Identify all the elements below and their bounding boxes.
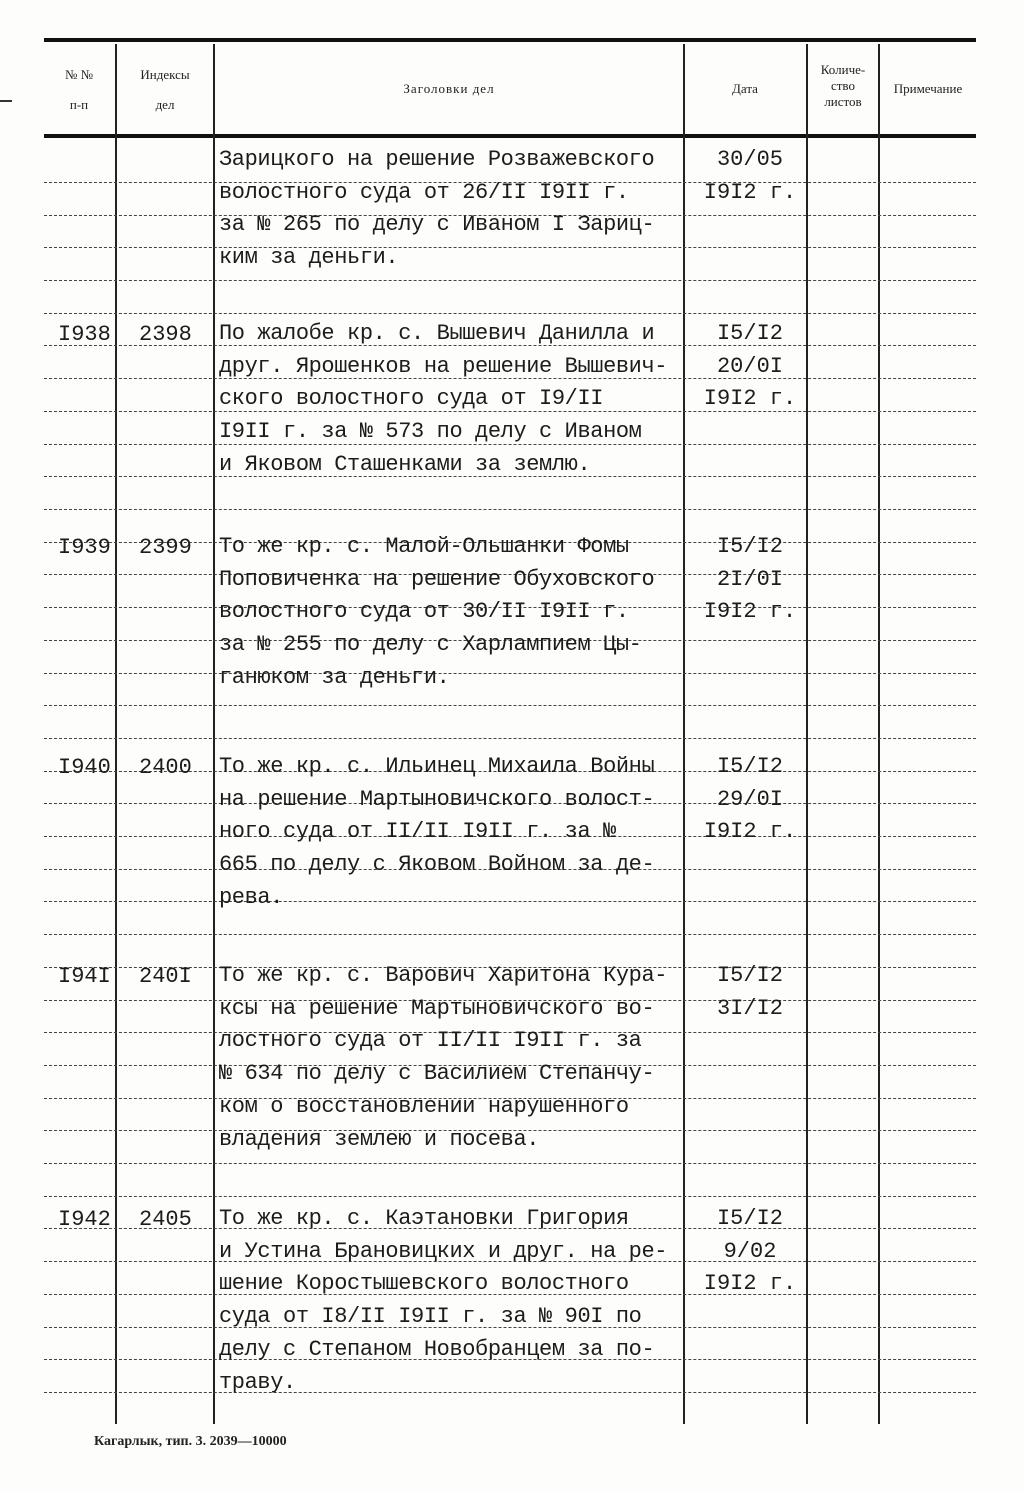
entry-date: I5/I2 (716, 963, 783, 988)
header-sheets-line2: ство (830, 78, 855, 93)
table-top-rule (44, 38, 976, 42)
entry-title-line: суда от I8/II I9II г. за № 90I по (219, 1304, 642, 1330)
column-divider (683, 44, 685, 1424)
entry-title-line: друг. Ярошенков на решение Вышевич- (219, 353, 668, 379)
printer-imprint: Кагарлык, тип. 3. 2039—10000 (94, 1434, 287, 1449)
entry-title-line: на решение Мартыновичского волост- (219, 786, 655, 812)
entry-date: I9I2 г. (703, 819, 797, 845)
entry-index: 240I (139, 964, 192, 989)
table-header-rule (44, 134, 976, 138)
header-index-label: Индексы (140, 67, 190, 82)
header-sheets (808, 62, 878, 110)
entry-title-line: за № 265 по делу с Иваном I Зариц- (219, 212, 655, 238)
entry-title-line: шение Коростышевского волостного (219, 1271, 629, 1297)
header-date: Дата (732, 81, 758, 96)
entry-title-line: траву. (219, 1369, 296, 1395)
entry-title-line: волостного суда от 26/II I9II г. (219, 179, 629, 205)
entry-index: 2399 (139, 535, 192, 560)
ruled-line (44, 247, 976, 248)
ruled-line (44, 313, 976, 314)
ruled-line (44, 1163, 976, 1164)
entry-title-line: ного суда от II/II I9II г. за № (219, 819, 616, 845)
header-note: Примечание (893, 81, 963, 96)
header-num (44, 66, 114, 114)
entry-title-line: делу с Степаном Новобранцем за по- (219, 1336, 655, 1362)
entry-title-line: Зарицкого на решение Розважевского (219, 147, 655, 172)
entry-title-line: То же кр. с. Каэтановки Григория (219, 1206, 629, 1231)
entry-date: I9I2 г. (703, 599, 797, 625)
entry-date: I5/I2 (716, 1206, 783, 1231)
header-sheets-line1: Количе- (820, 62, 866, 77)
entry-date: 2I/0I (716, 566, 783, 592)
entry-date: 30/05 (716, 147, 783, 172)
entry-index: 2400 (139, 755, 192, 780)
entry-index: 2405 (139, 1207, 192, 1232)
entry-title-line: за № 255 по делу с Харлампием Цы- (219, 632, 642, 658)
entry-date: 29/0I (716, 786, 783, 812)
entry-title-line: рева. (219, 884, 284, 910)
entry-number: I940 (58, 755, 111, 780)
entry-number: I942 (58, 1207, 111, 1232)
entry-date: 9/02 (723, 1238, 777, 1264)
ruled-line (44, 1196, 976, 1197)
header-index-sublabel: дел (155, 97, 175, 112)
entry-title-line: ким за деньги. (219, 245, 399, 271)
entry-number: I938 (58, 322, 111, 347)
entry-title-line: ского волостного суда от I9/II (219, 386, 604, 412)
entry-number: I939 (58, 535, 111, 560)
entry-title-line: 665 по делу с Яковом Войном за де- (219, 852, 655, 878)
ruled-line (44, 934, 976, 935)
entry-title-line: Поповиченка на решение Обуховского (219, 566, 655, 592)
ruled-line (44, 901, 976, 902)
entry-title-line: ком о восстановлении нарушенного (219, 1093, 629, 1119)
entry-title-line: лостного суда от II/II I9II г. за (219, 1028, 642, 1054)
entry-title-line: № 634 по делу с Василием Степанчу- (219, 1061, 655, 1087)
column-divider (115, 44, 117, 1424)
header-num-sublabel: п-п (69, 97, 89, 112)
ruled-line (44, 738, 976, 739)
entry-title-line: По жалобе кр. с. Вышевич Данилла и (219, 321, 655, 346)
header-index (118, 66, 212, 114)
entry-date: I5/I2 (716, 321, 783, 346)
ruled-line (44, 705, 976, 706)
ruled-line (44, 1392, 976, 1393)
header-num-label: № № (64, 67, 94, 82)
entry-date: I5/I2 (716, 534, 783, 559)
entry-title-line: и Яковом Сташенками за землю. (219, 451, 591, 477)
column-divider (878, 44, 880, 1424)
entry-date: I9I2 г. (703, 1271, 797, 1297)
entry-title-line: I9II г. за № 573 по делу с Иваном (219, 419, 642, 445)
entry-date: 3I/I2 (716, 995, 783, 1021)
entry-title-line: То же кр. с. Варович Харитона Кура- (219, 963, 668, 988)
entry-date: I5/I2 (716, 754, 783, 779)
ruled-line (44, 509, 976, 510)
entry-number: I94I (58, 964, 111, 989)
header-sheets-line3: листов (824, 94, 862, 109)
column-divider (213, 44, 215, 1424)
entry-index: 2398 (139, 322, 192, 347)
entry-title-line: ксы на решение Мартыновичского во- (219, 995, 655, 1021)
entry-date: I9I2 г. (703, 386, 797, 412)
entry-title-line: То же кр. с. Малой-Ольшанки Фомы (219, 534, 629, 559)
ruled-line (44, 280, 976, 281)
entry-title-line: То же кр. с. Ильинец Михаила Войны (219, 754, 655, 779)
ruled-line (44, 673, 976, 674)
entry-title-line: и Устина Брановицких и друг. на ре- (219, 1238, 668, 1264)
entry-date: 20/0I (716, 353, 783, 379)
entry-date: I9I2 г. (703, 179, 797, 205)
entry-title-line: ганюком за деньги. (219, 664, 450, 690)
header-title: Заголовки дел (403, 81, 495, 96)
margin-mark (0, 100, 12, 102)
entry-title-line: владения землею и посева. (219, 1126, 540, 1152)
entry-title-line: волостного суда от 30/II I9II г. (219, 599, 629, 625)
